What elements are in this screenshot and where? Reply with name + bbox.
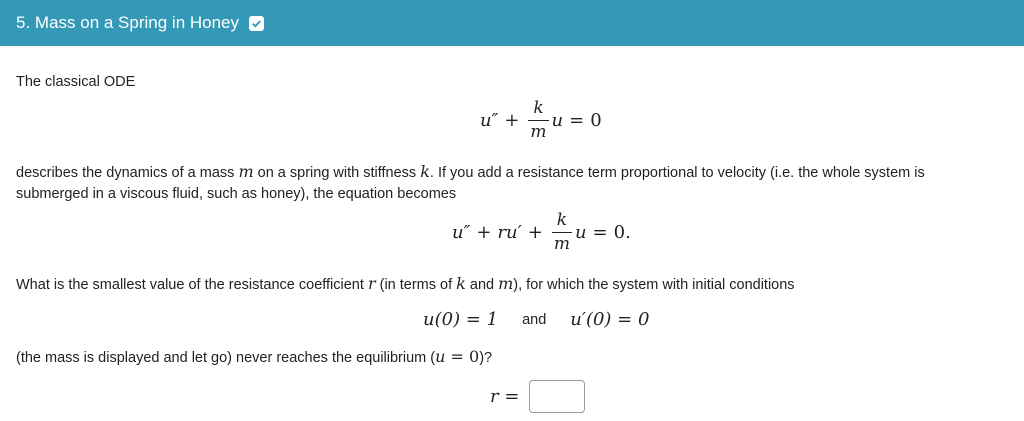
fraction-k-over-m: $\frac{k}{m}$ (553, 210, 570, 254)
equation-classical: u″ + $\frac{k}{m}$ u = 0 (480, 98, 602, 142)
check-icon[interactable] (249, 16, 264, 31)
equation-initial-conditions: u(0) = 1 and u′(0) = 0 (423, 309, 650, 330)
paragraph-dynamics: describes the dynamics of a mass m on a spring with stiffness k. If you add a resistance term proportional to velocity (i.e. the whole system is submerged in a viscous fluid, such as honey), the equation becomes (16, 162, 925, 202)
answer-input[interactable] (529, 380, 585, 413)
paragraph-question: What is the smallest value of the resistance coefficient r (in terms of k and m), for which the system with initial conditions (16, 274, 795, 293)
question-title: 5. Mass on a Spring in Honey (16, 13, 240, 32)
answer-label: r = (490, 386, 520, 407)
question-header (0, 0, 1024, 46)
paragraph-equilibrium: (the mass is displayed and let go) never reaches the equilibrium (u = 0)? (16, 347, 493, 366)
equation-damped: u″ + ru′ + $\frac{k}{m}$ u = 0. (452, 210, 631, 254)
fraction-k-over-m: $\frac{k}{m}$ (530, 98, 547, 142)
intro-text: The classical ODE (16, 74, 136, 90)
